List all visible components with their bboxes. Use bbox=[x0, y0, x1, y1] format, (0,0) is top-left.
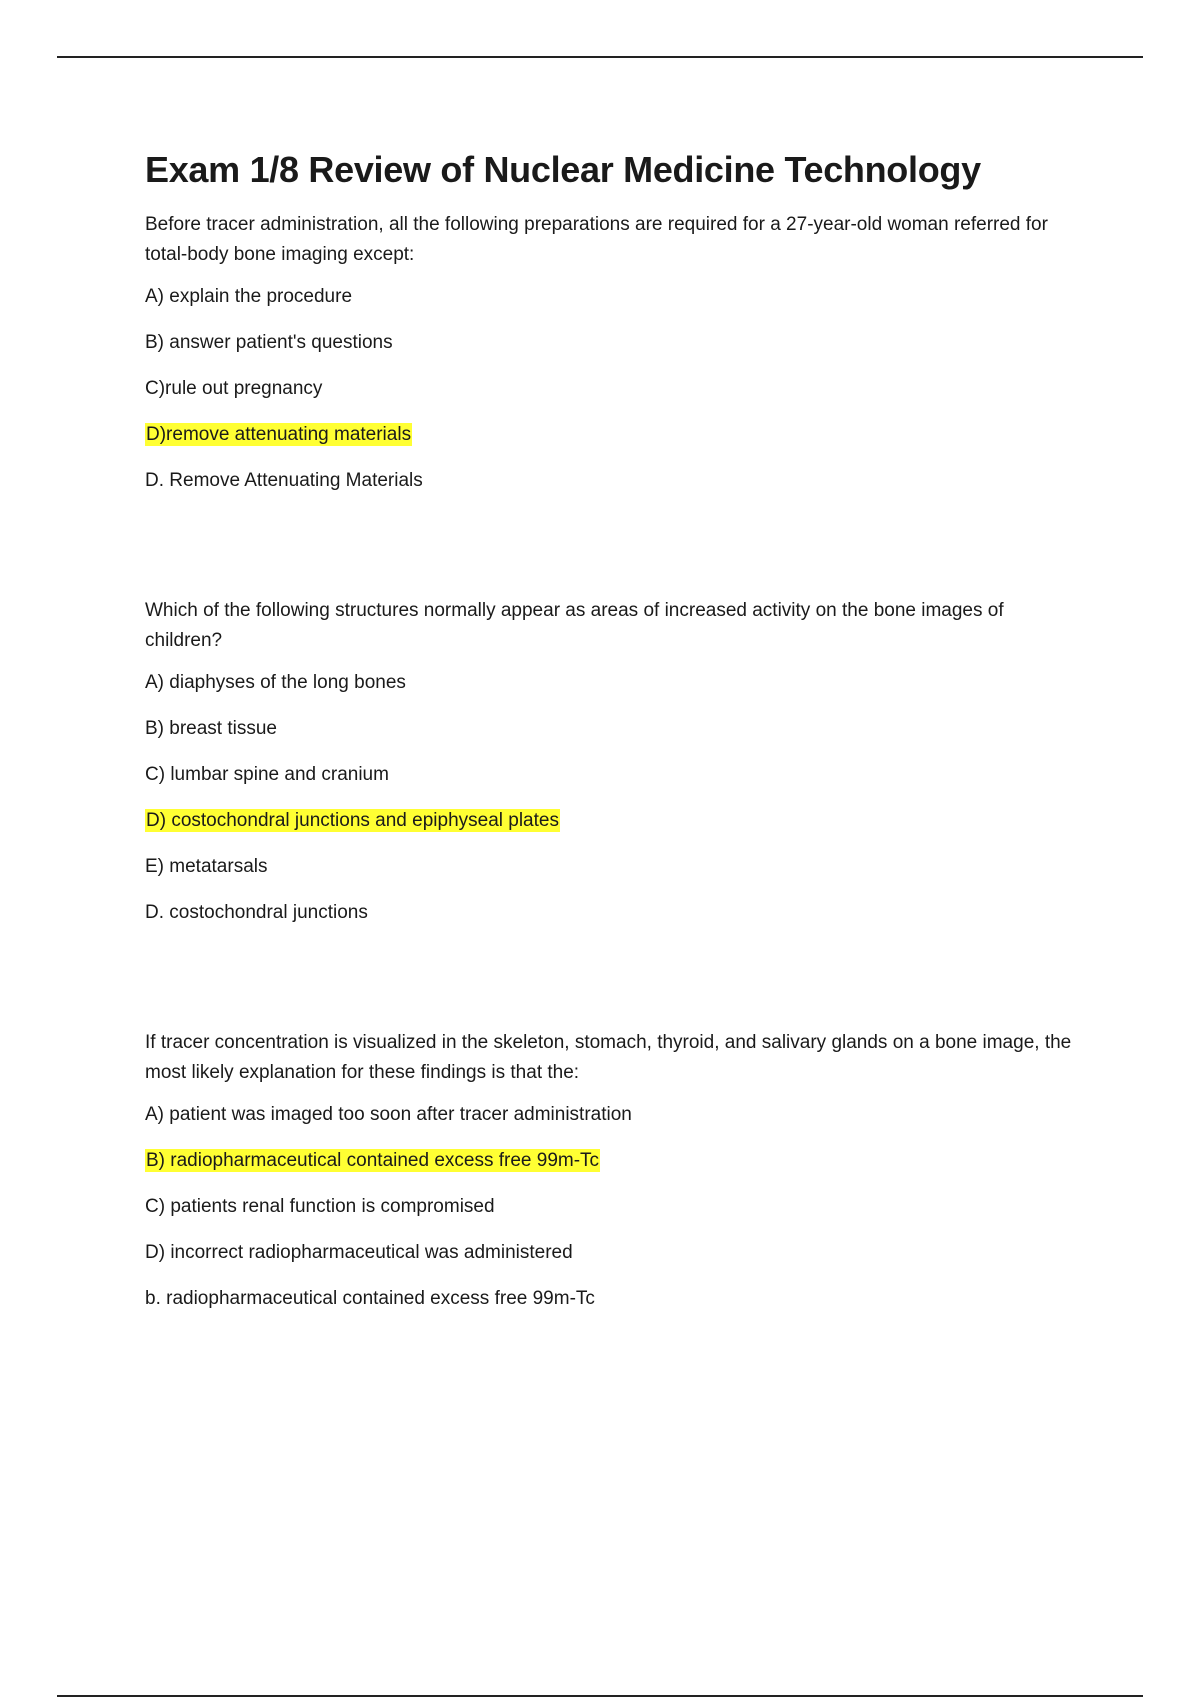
option-d bbox=[145, 1238, 1075, 1268]
question-text: Before tracer administration, all the following preparations are required for a 27-year-old woman referred for total-body bone imaging except: bbox=[145, 214, 1048, 265]
option-label: B) breast tissue bbox=[145, 718, 277, 739]
question-text: If tracer concentration is visualized in the skeleton, stomach, thyroid, and salivary glands on a bone image, the most likely explanation for these findings is that the: bbox=[145, 1032, 1072, 1083]
option-label: C) patients renal function is compromised bbox=[145, 1196, 495, 1217]
option-e bbox=[145, 852, 1075, 882]
option-label: A) patient was imaged too soon after tracer administration bbox=[145, 1104, 632, 1125]
option-b bbox=[145, 328, 1075, 358]
option-b-highlighted bbox=[145, 1146, 1075, 1176]
option-label: E) metatarsals bbox=[145, 856, 268, 877]
answer-line: D. Remove Attenuating Materials bbox=[145, 470, 423, 491]
option-label-highlighted: B) radiopharmaceutical contained excess free 99m-Tc bbox=[146, 1150, 600, 1171]
option-c bbox=[145, 1192, 1075, 1222]
option-c bbox=[145, 374, 1075, 404]
option-c bbox=[145, 760, 1075, 790]
question-block bbox=[145, 210, 1075, 496]
option-label: A) explain the procedure bbox=[145, 286, 353, 307]
option-label-highlighted: D) costochondral junctions and epiphyseal plates bbox=[146, 810, 559, 831]
bottom-rule bbox=[57, 1695, 1143, 1697]
option-label: D) incorrect radiopharmaceutical was administered bbox=[145, 1242, 573, 1263]
option-label: C)rule out pregnancy bbox=[145, 378, 323, 399]
answer-line: b. radiopharmaceutical contained excess free 99m-Tc bbox=[145, 1288, 595, 1309]
option-label: A) diaphyses of the long bones bbox=[145, 672, 406, 693]
option-label: B) answer patient's questions bbox=[145, 332, 393, 353]
page-content bbox=[145, 146, 1075, 1330]
option-a bbox=[145, 1100, 1075, 1130]
question-text: Which of the following structures normally appear as areas of increased activity on the bone images of children? bbox=[145, 600, 1004, 651]
option-a bbox=[145, 668, 1075, 698]
question-block bbox=[145, 596, 1075, 928]
option-label-highlighted: D)remove attenuating materials bbox=[146, 424, 412, 445]
question-block bbox=[145, 1028, 1075, 1314]
option-d-highlighted bbox=[145, 420, 1075, 450]
option-a bbox=[145, 282, 1075, 312]
option-label: C) lumbar spine and cranium bbox=[145, 764, 389, 785]
top-rule bbox=[57, 56, 1143, 58]
option-d-highlighted bbox=[145, 806, 1075, 836]
option-b bbox=[145, 714, 1075, 744]
answer-line: D. costochondral junctions bbox=[145, 902, 368, 923]
document-title: Exam 1/8 Review of Nuclear Medicine Technology bbox=[145, 149, 981, 190]
